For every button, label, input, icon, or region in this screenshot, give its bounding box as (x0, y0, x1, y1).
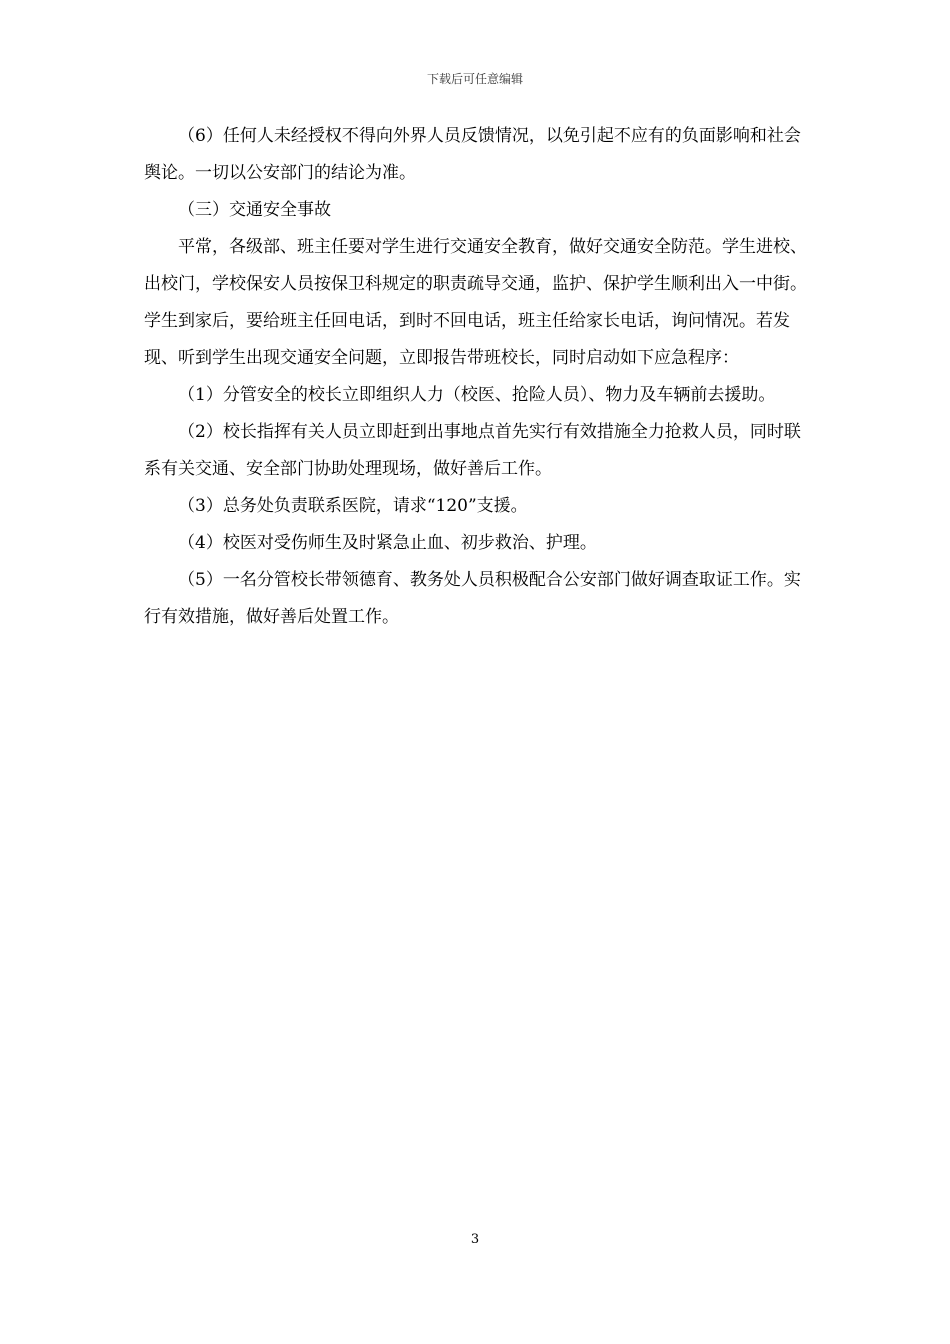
paragraph-traffic-intro: 平常，各级部、班主任要对学生进行交通安全教育，做好交通安全防范。学生进校、出校门，学校保安人员按保卫科规定的职责疏导交通，监护、保护学生顺利出入一中街。学生到家后，要给班主任回电话，到时不回电话，班主任给家长电话，询问情况。若发现、听到学生出现交通安全问题，立即报告带班校长，同时启动如下应急程序： (144, 237, 807, 368)
section-heading-traffic-safety: （三）交通安全事故 (178, 200, 331, 220)
paragraph-step-2: （2）校长指挥有关人员立即赶到出事地点首先实行有效措施全力抢救人员，同时联系有关交通、安全部门协助处理现场，做好善后工作。 (144, 422, 801, 479)
page-number: 3 (470, 1232, 480, 1247)
paragraph-step-5: （5）一名分管校长带领德育、教务处人员积极配合公安部门做好调查取证工作。实行有效措施，做好善后处置工作。 (144, 570, 801, 627)
header-note: 下载后可任意编辑 (426, 72, 523, 86)
paragraph-item-6: （6）任何人未经授权不得向外界人员反馈情况，以免引起不应有的负面影响和社会舆论。一切以公安部门的结论为准。 (144, 126, 801, 183)
paragraph-step-1: （1）分管安全的校长立即组织人力（校医、抢险人员）、物力及车辆前去援助。 (178, 385, 776, 405)
paragraph-step-4: （4）校医对受伤师生及时紧急止血、初步救治、护理。 (178, 533, 597, 553)
document-body (144, 118, 812, 636)
paragraph-step-3: （3）总务处负责联系医院，请求“120”支援。 (178, 496, 528, 516)
